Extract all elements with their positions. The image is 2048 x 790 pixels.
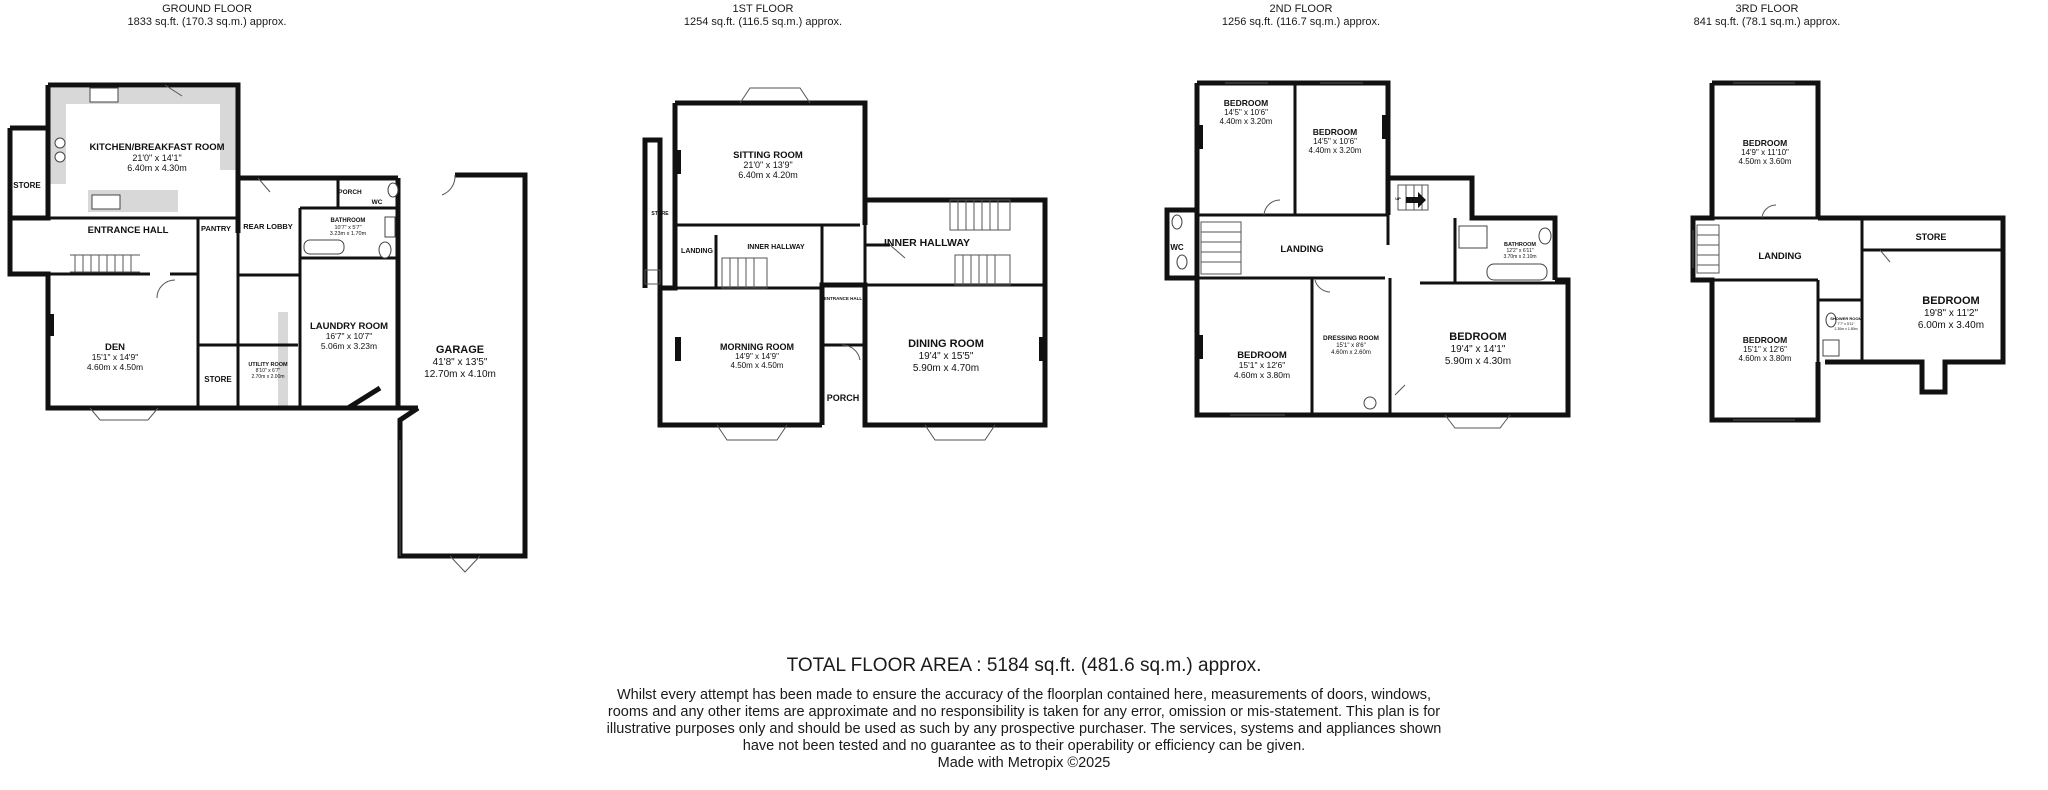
room-label-ground-bathroom xyxy=(330,218,367,237)
room-size-metric: 4.40m x 3.20m xyxy=(1219,117,1273,126)
room-name: BEDROOM xyxy=(1223,98,1269,108)
room-name: BEDROOM xyxy=(1237,350,1287,361)
room-label-2f-bed2 xyxy=(1309,127,1362,155)
room-name: BEDROOM xyxy=(1449,331,1507,343)
floor-area: 841 sq.ft. (78.1 sq.m.) approx. xyxy=(1693,16,1841,28)
room-size-imperial: 15'1" x 14'9" xyxy=(91,352,139,362)
room-size-metric: 6.00m x 3.40m xyxy=(1917,320,1985,331)
room-name: DRESSING ROOM xyxy=(1323,335,1379,342)
room-size-imperial: 15'1" x 12'6" xyxy=(1238,360,1286,370)
room-size-imperial: 19'4" x 15'5" xyxy=(918,351,974,362)
room-label-2f-bed4 xyxy=(1445,331,1511,367)
floor-name: GROUND FLOOR xyxy=(162,3,252,15)
room-size-metric: 4.60m x 2.60m xyxy=(1331,350,1371,356)
third-floor-plan xyxy=(1693,83,2003,420)
room-size-metric: 4.60m x 4.50m xyxy=(86,362,144,372)
room-size-imperial: 15'1" x 12'6" xyxy=(1743,345,1787,354)
room-size-metric: 5.90m x 4.70m xyxy=(912,363,980,374)
room-name: MORNING ROOM xyxy=(720,342,794,352)
floor-name: 2ND FLOOR xyxy=(1269,3,1333,15)
room-size-imperial: 7'7" x 5'11" xyxy=(1837,322,1855,326)
room-size-metric: 2.70m x 2.00m xyxy=(251,374,285,380)
room-label-den xyxy=(87,342,143,372)
room-label-laundry xyxy=(310,321,388,351)
room-name: INNER HALLWAY xyxy=(747,244,805,251)
room-size-metric: 6.40m x 4.30m xyxy=(127,163,187,173)
room-name: WC xyxy=(371,199,383,206)
room-size-metric: 5.90m x 4.30m xyxy=(1444,356,1512,367)
room-size-metric: 4.50m x 3.60m xyxy=(1738,157,1792,166)
room-name: BATHROOM xyxy=(1504,242,1536,248)
room-name: LANDING xyxy=(1280,244,1324,255)
room-size-metric: 3.23m x 1.70m xyxy=(329,231,367,237)
room-label-2f-dressing xyxy=(1323,335,1379,356)
room-name: WC xyxy=(1170,243,1184,252)
room-size-metric: 5.06m x 3.23m xyxy=(320,341,378,351)
room-name: REAR LOBBY xyxy=(243,222,293,231)
room-name: BATHROOM xyxy=(330,218,366,224)
room-label-2f-bed1 xyxy=(1220,98,1273,126)
room-size-imperial: 41'8" x 13'5" xyxy=(432,357,488,368)
floorplan-footer xyxy=(600,655,1448,772)
room-label-2f-bed3 xyxy=(1234,350,1290,380)
room-size-imperial: 12'2" x 6'11" xyxy=(1506,248,1534,254)
floor-area: 1256 sq.ft. (116.7 sq.m.) approx. xyxy=(1221,16,1381,28)
room-size-imperial: 14'9" x 14'9" xyxy=(735,352,779,361)
room-size-imperial: 14'5" x 10'6" xyxy=(1313,137,1357,146)
first-floor-plan xyxy=(645,88,1045,440)
room-size-metric: 4.60m x 3.80m xyxy=(1233,370,1291,380)
room-name: GARAGE xyxy=(435,344,485,356)
floor-name: 3RD FLOOR xyxy=(1735,3,1799,15)
room-size-metric: 12.70m x 4.10m xyxy=(424,369,496,380)
floor-name: 1ST FLOOR xyxy=(732,3,794,15)
room-name: LANDING xyxy=(681,248,713,255)
room-label-dining xyxy=(908,338,984,374)
room-label-sitting xyxy=(733,150,803,180)
room-size-metric: 4.60m x 3.80m xyxy=(1738,354,1792,363)
room-size-imperial: 10'7" x 5'7" xyxy=(334,225,362,231)
room-size-imperial: 8'10" x 6'7" xyxy=(255,368,281,374)
room-size-imperial: 19'4" x 14'1" xyxy=(1450,344,1506,355)
room-size-imperial: 21'0" x 14'1" xyxy=(132,153,182,163)
total-floor-area: TOTAL FLOOR AREA : 5184 sq.ft. (481.6 sq.m.) approx. xyxy=(786,655,1262,676)
room-name: ENTRANCE HALL xyxy=(823,296,863,301)
room-name: PANTRY xyxy=(201,224,231,233)
room-size-metric: 4.50m x 4.50m xyxy=(730,361,784,370)
room-label-3f-bed1 xyxy=(1739,138,1792,166)
room-name: LANDING xyxy=(1758,251,1802,262)
room-name: STORE xyxy=(13,181,41,190)
room-name: LAUNDRY ROOM xyxy=(309,321,389,332)
room-name: PORCH xyxy=(826,393,860,403)
room-size-metric: 4.40m x 3.20m xyxy=(1308,146,1362,155)
room-size-metric: 2.30m x 1.80m xyxy=(1834,327,1858,331)
room-name: KITCHEN/BREAKFAST ROOM xyxy=(89,142,225,153)
room-name: DEN xyxy=(104,342,126,353)
room-size-imperial: 15'1" x 8'6" xyxy=(1336,343,1366,349)
room-size-imperial: 21'0" x 13'9" xyxy=(743,160,793,170)
room-label-garage xyxy=(424,344,496,380)
room-size-imperial: 16'7" x 10'7" xyxy=(325,331,373,341)
room-label-2f-bathroom xyxy=(1503,242,1536,260)
room-name: SHOWER ROOM xyxy=(1830,316,1862,321)
room-label-kitchen xyxy=(89,142,224,173)
ground-floor-plan xyxy=(10,85,525,572)
room-size-metric: 3.70m x 2.10m xyxy=(1503,254,1537,260)
room-size-imperial: 19'8" x 11'2" xyxy=(1923,308,1979,319)
room-name: STORE xyxy=(1915,232,1947,242)
room-name: ENTRANCE HALL xyxy=(87,225,169,236)
room-label-morning xyxy=(720,342,794,370)
room-name: INNER HALLWAY xyxy=(884,237,970,249)
room-size-imperial: 14'5" x 10'6" xyxy=(1224,108,1268,117)
disclaimer-text: Whilst every attempt has been made to ensure the accuracy of the floorplan contained here, measurements of doors, windows, rooms and any other items are approximate and no responsibility is taken for any error, omission or mis-statement. This plan is for illustrative purposes only and should be used as such by any prospective purchaser. The services, systems and appliances shown have not been tested and no guarantee as to their operability or efficiency can be given. xyxy=(606,687,1442,754)
made-with-credit: Made with Metropix ©2025 xyxy=(937,755,1111,771)
room-size-metric: 6.40m x 4.20m xyxy=(738,170,798,180)
room-label-3f-bed2 xyxy=(1739,335,1792,363)
room-name: BEDROOM xyxy=(1742,335,1788,345)
floor-area: 1254 sq.ft. (116.5 sq.m.) approx. xyxy=(683,16,843,28)
room-name: BEDROOM xyxy=(1312,127,1358,137)
room-size-imperial: 14'9" x 11'10" xyxy=(1741,148,1789,157)
floor-area: 1833 sq.ft. (170.3 sq.m.) approx. xyxy=(127,16,287,28)
room-name: BEDROOM xyxy=(1742,138,1788,148)
room-name: PORCH xyxy=(338,189,362,196)
stair-up-label: UP xyxy=(1395,196,1401,201)
room-name: STORE xyxy=(204,375,232,384)
room-name: SITTING ROOM xyxy=(733,150,803,161)
room-name: UTILITY ROOM xyxy=(248,362,288,368)
room-name: DINING ROOM xyxy=(908,338,984,350)
room-name: STORE xyxy=(651,211,669,217)
room-label-3f-bed3 xyxy=(1918,295,1984,331)
room-name: BEDROOM xyxy=(1922,295,1980,307)
